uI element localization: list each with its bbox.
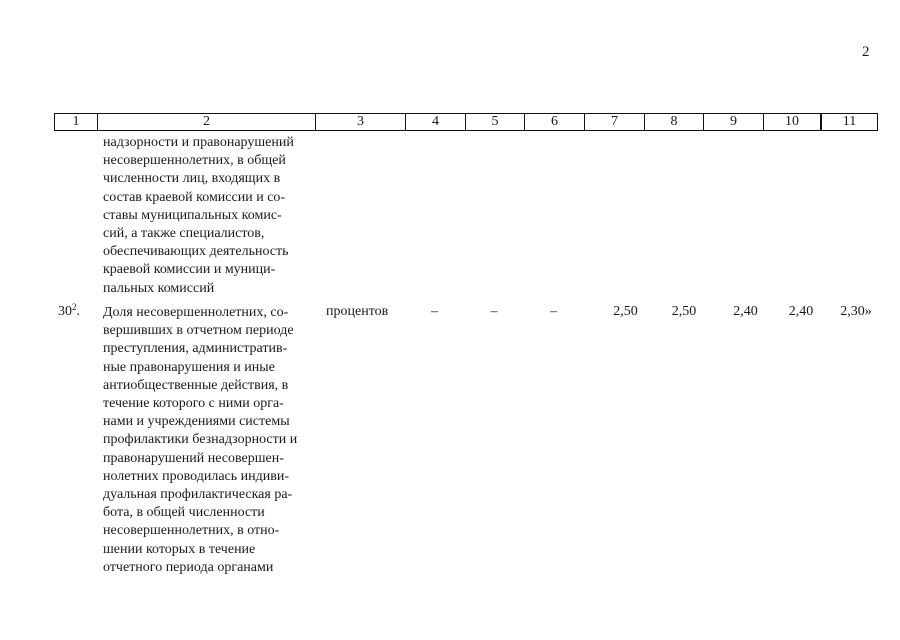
value-col-4: –: [431, 304, 438, 319]
value-col-8: 2,50: [671, 304, 697, 319]
header-col-3: 3: [315, 113, 406, 131]
text-line: вершивших в отчетном периоде: [103, 323, 294, 339]
text-line: дуальная профилактическая ра-: [103, 487, 293, 503]
table-header-row: [0, 113, 900, 131]
text-line: течение которого с ними орга-: [103, 396, 284, 412]
text-line: несовершеннолетних, в отно-: [103, 523, 280, 539]
text-line: несовершеннолетних, в общей: [103, 153, 286, 169]
text-line: преступления, административ-: [103, 341, 288, 357]
text-line: ные правонарушения и иные: [103, 359, 275, 375]
row-number-suffix: .: [76, 304, 80, 319]
header-col-4: 4: [405, 113, 466, 131]
continuation-text-block: [103, 134, 309, 298]
text-line: сий, а также специалистов,: [103, 226, 265, 242]
page-number: 2: [862, 44, 870, 60]
value-col-6: –: [550, 304, 557, 319]
text-line: антиобщественные действия, в: [103, 377, 289, 393]
text-line: правонарушений несовершен-: [103, 450, 284, 466]
text-line: Доля несовершеннолетних, со-: [103, 305, 289, 320]
row-number-superscript: 2: [72, 302, 77, 312]
header-col-9: 9: [703, 113, 764, 131]
text-line: надзорности и правонарушений: [103, 135, 294, 150]
header-col-2: 2: [97, 113, 316, 131]
text-line: краевой комиссии и муници-: [103, 262, 276, 278]
header-col-11: 11: [821, 113, 878, 131]
header-col-6: 6: [524, 113, 585, 131]
header-col-7: 7: [584, 113, 645, 131]
row-unit: процентов: [326, 304, 389, 319]
header-col-10: 10: [763, 113, 821, 131]
text-line: пальных комиссий: [103, 280, 215, 296]
header-col-1: 1: [54, 113, 98, 131]
text-line: нолетних проводилась индиви-: [103, 468, 289, 484]
text-line: нами и учреждениями системы: [103, 414, 290, 430]
text-line: численности лиц, входящих в: [103, 171, 281, 187]
value-col-7: 2,50: [613, 304, 638, 319]
text-line: состав краевой комиссии и со-: [103, 189, 286, 205]
header-col-8: 8: [644, 113, 704, 131]
row-number-base: 30: [58, 304, 72, 319]
text-line: профилактики безнадзорности и: [103, 432, 298, 448]
value-col-5: –: [490, 304, 498, 319]
text-line: ставы муниципальных комис-: [103, 207, 282, 223]
value-col-10: 2,40: [788, 304, 814, 319]
header-col-5: 5: [465, 113, 525, 131]
text-line: шении которых в течение: [103, 541, 256, 557]
value-col-9: 2,40: [733, 304, 758, 319]
text-line: бота, в общей численности: [103, 505, 265, 521]
row-description: [103, 304, 309, 577]
text-line: отчетного периода органами: [103, 559, 274, 575]
text-line: обеспечивающих деятельность: [103, 244, 289, 260]
row-number: [58, 303, 80, 321]
value-col-11: 2,30»: [840, 304, 872, 319]
